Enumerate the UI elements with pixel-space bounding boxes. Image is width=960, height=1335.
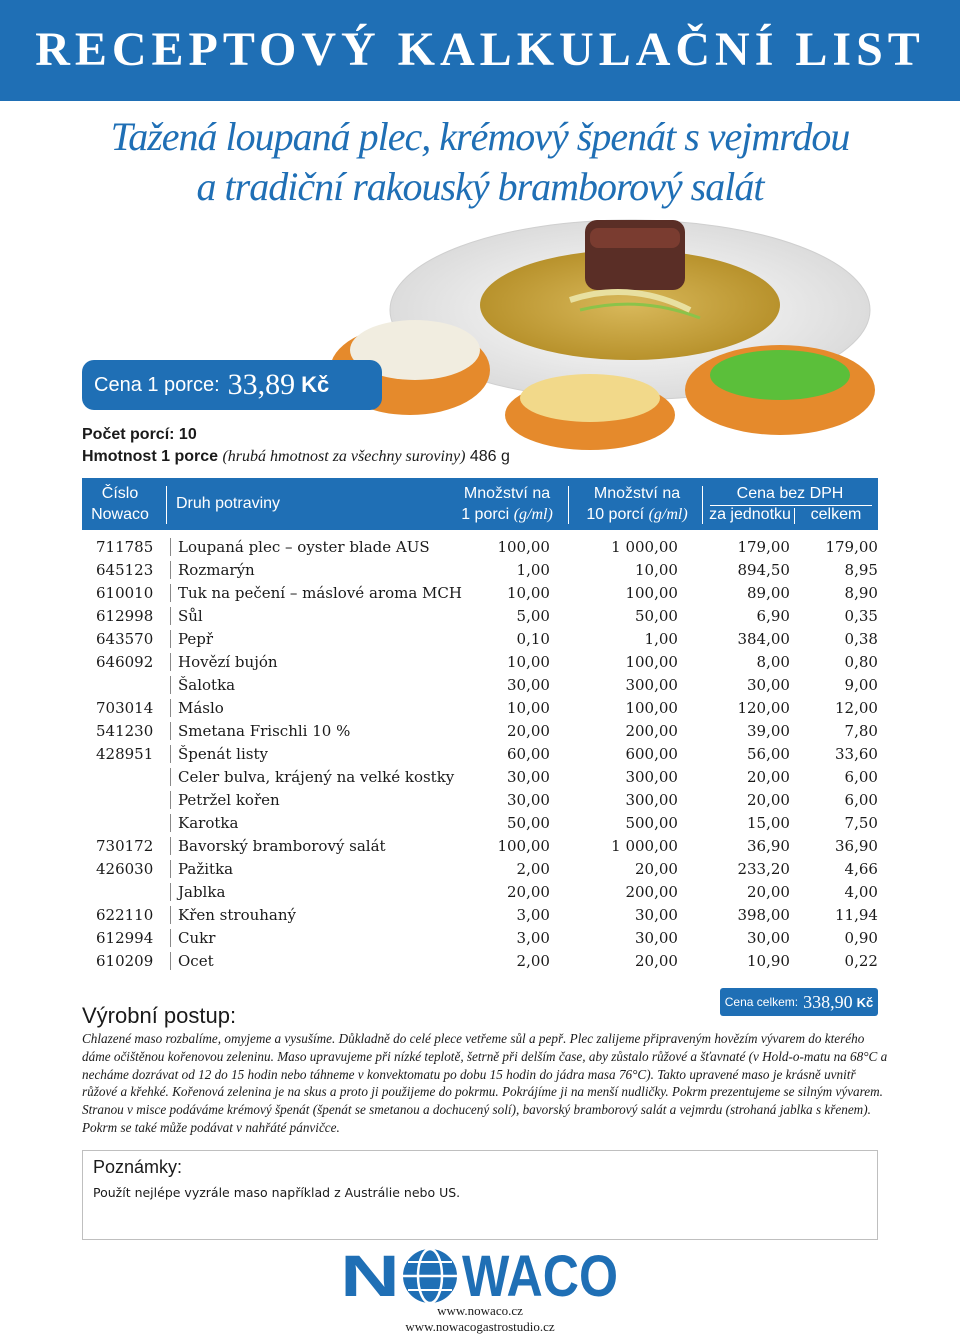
row-code: 541230: [96, 721, 154, 740]
row-divider: [166, 880, 178, 903]
row-name: Máslo: [178, 698, 224, 717]
row-qty-1: 100,00: [497, 537, 550, 556]
table-row: [96, 765, 878, 788]
row-name: Pepř: [178, 629, 214, 648]
row-total-price: 0,38: [844, 629, 878, 648]
row-total-price: 7,50: [844, 813, 878, 832]
row-code: [96, 673, 166, 696]
row-unit-price: 89,00: [747, 583, 790, 602]
row-name: Karotka: [178, 813, 239, 832]
dish-title-line-2: a tradiční rakouský bramborový salát: [196, 164, 764, 209]
row-name: Pažitka: [178, 859, 234, 878]
row-name: Šalotka: [178, 675, 236, 694]
row-divider: [166, 650, 178, 673]
row-total-price: 33,60: [835, 744, 878, 763]
row-unit-price: 30,00: [747, 675, 790, 694]
row-qty-1: 50,00: [507, 813, 550, 832]
row-qty-1: 2,00: [516, 951, 550, 970]
row-qty-10: 200,00: [625, 882, 678, 901]
table-row: [96, 696, 878, 719]
row-qty-1: 10,00: [507, 698, 550, 717]
total-price-currency: Kč: [856, 994, 874, 1010]
footer-links: [0, 1303, 960, 1335]
row-divider: [166, 788, 178, 811]
row-code: 646092: [96, 652, 154, 671]
row-code: 610010: [96, 583, 154, 602]
row-qty-1: 30,00: [507, 675, 550, 694]
row-unit-price: 384,00: [737, 629, 790, 648]
row-divider: [166, 834, 178, 857]
portion-meta: [82, 424, 510, 468]
row-divider: [166, 903, 178, 926]
row-total-price: 0,80: [844, 652, 878, 671]
link-nowaco[interactable]: www.nowaco.cz: [437, 1303, 523, 1318]
table-row: [96, 650, 878, 673]
row-qty-1: 3,00: [516, 928, 550, 947]
row-divider: [166, 627, 178, 650]
ingredients-table: [96, 535, 878, 972]
notes-title: Poznámky:: [93, 1157, 183, 1177]
row-total-price: 0,35: [844, 606, 878, 625]
table-header: [82, 478, 878, 530]
row-code: 622110: [96, 905, 154, 924]
row-total-price: 0,90: [844, 928, 878, 947]
row-total-price: 8,90: [844, 583, 878, 602]
row-unit-price: 6,90: [756, 606, 790, 625]
row-qty-10: 20,00: [635, 859, 678, 878]
row-name: Špenát listy: [178, 744, 268, 763]
row-code: 703014: [96, 698, 154, 717]
row-code: 612998: [96, 606, 154, 625]
portion-price-value: 33,89: [227, 368, 296, 401]
row-divider: [166, 765, 178, 788]
row-code: [96, 765, 166, 788]
row-unit-price: 20,00: [747, 767, 790, 786]
table-row: [96, 581, 878, 604]
row-name: Loupaná plec – oyster blade AUS: [178, 537, 430, 556]
row-unit-price: 233,20: [737, 859, 790, 878]
row-qty-10: 1,00: [644, 629, 678, 648]
header-divider: [568, 486, 569, 524]
row-unit-price: 20,00: [747, 790, 790, 809]
row-code: [96, 880, 166, 903]
portion-price-currency: Kč: [301, 372, 330, 397]
portions-value: 10: [178, 426, 197, 443]
portion-price-badge: [82, 360, 382, 410]
row-qty-1: 20,00: [507, 882, 550, 901]
row-name: Sůl: [178, 606, 203, 625]
row-divider: [166, 926, 178, 949]
row-name: Ocet: [178, 951, 214, 970]
row-qty-10: 1 000,00: [611, 537, 678, 556]
row-qty-1: 100,00: [497, 836, 550, 855]
header-qty-10: Množství na 10 porcí (g/ml): [586, 485, 688, 523]
link-gastrostudio[interactable]: www.nowacogastrostudio.cz: [405, 1319, 555, 1334]
row-total-price: 6,00: [844, 767, 878, 786]
row-total-price: 7,80: [844, 721, 878, 740]
row-name: Rozmarýn: [178, 560, 255, 579]
row-divider: [166, 742, 178, 765]
row-divider: [166, 857, 178, 880]
notes-text: Použít nejlépe vyzrále maso například z Austrálie nebo US.: [93, 1185, 461, 1200]
row-code: [96, 811, 166, 834]
row-unit-price: 36,90: [747, 836, 790, 855]
row-qty-10: 500,00: [625, 813, 678, 832]
row-name: Tuk na pečení – máslové aroma MCH: [178, 583, 462, 602]
row-unit-price: 120,00: [737, 698, 790, 717]
row-qty-1: 2,00: [516, 859, 550, 878]
header-qty-1: Množství na 1 porci (g/ml): [461, 485, 553, 523]
table-row: [96, 811, 878, 834]
row-qty-10: 100,00: [625, 698, 678, 717]
row-unit-price: 10,90: [747, 951, 790, 970]
row-total-price: 11,94: [835, 905, 878, 924]
row-unit-price: 398,00: [737, 905, 790, 924]
row-qty-10: 200,00: [625, 721, 678, 740]
row-unit-price: 39,00: [747, 721, 790, 740]
row-unit-price: 30,00: [747, 928, 790, 947]
table-row: [96, 788, 878, 811]
row-total-price: 9,00: [844, 675, 878, 694]
total-price-badge: [720, 988, 878, 1016]
row-qty-1: 0,10: [516, 629, 550, 648]
total-price-value: 338,90: [803, 991, 853, 1012]
row-unit-price: 894,50: [737, 560, 790, 579]
table-row: [96, 558, 878, 581]
row-qty-1: 3,00: [516, 905, 550, 924]
header-name: Druh potraviny: [176, 495, 281, 512]
row-qty-10: 50,00: [635, 606, 678, 625]
row-code: 643570: [96, 629, 154, 648]
dish-title-line-1: Tažená loupaná plec, krémový špenát s vejmrdou: [110, 114, 850, 159]
row-qty-10: 300,00: [625, 767, 678, 786]
total-price-label: Cena celkem:: [724, 995, 799, 1009]
header-divider: [166, 486, 167, 524]
row-code: [96, 788, 166, 811]
row-code: 610209: [96, 951, 154, 970]
weight-value: 486 g: [469, 448, 510, 465]
table-row: [96, 627, 878, 650]
table-row: [96, 604, 878, 627]
table-row: [96, 857, 878, 880]
row-total-price: 6,00: [844, 790, 878, 809]
header-code: Číslo Nowaco: [91, 485, 149, 523]
row-divider: [166, 581, 178, 604]
dish-title: [0, 112, 960, 212]
row-name: Smetana Frischli 10 %: [178, 721, 351, 740]
table-row: [96, 880, 878, 903]
row-unit-price: 8,00: [756, 652, 790, 671]
food-photo: [340, 200, 900, 440]
procedure-text: Chlazené maso rozbalíme, omyjeme a vysušíme. Důkladně do celé plece vetřeme sůl a pepř. Plec zalijeme připraveným hovězím vývarem do kterého dáme očištěnou kořenovou zeleninu. Maso upravujeme při nízké teplotě, šetrně při delším čase, aby zůstalo růžové a šťavnaté (v Hold-o-matu na 68°C a necháme dozrávat od 12 do 15 hodin nebo táhneme v konvektomatu po dobu 15 hodin do jádra masa 76°C). Takto upravené maso je krásně uvnitř růžové a křehké. Kořenová zelenina je na skus a proto ji použijeme do pokrmu. Pokrájíme ji na menší nudličky. Pokrm prezentujeme se silným vývarem. Stranou v misce podáváme krémový špenát (špenát se smetanou a dochucený solí), bavorský bramborový salát a vejmrdu (strohaná jablka s křenem). Pokrm se také může podávat v nahřáté pánvičce.: [82, 1031, 888, 1135]
row-code: 428951: [96, 744, 154, 763]
row-total-price: 12,00: [835, 698, 878, 717]
table-row: [96, 673, 878, 696]
row-divider: [166, 535, 178, 558]
row-code: 612994: [96, 928, 154, 947]
row-qty-10: 100,00: [625, 583, 678, 602]
row-qty-10: 600,00: [625, 744, 678, 763]
notes-box: [82, 1150, 878, 1240]
nowaco-logo: [340, 1244, 620, 1308]
table-row: [96, 719, 878, 742]
row-qty-10: 30,00: [635, 905, 678, 924]
header-total-price: celkem: [810, 506, 862, 523]
row-code: 645123: [96, 560, 154, 579]
header-divider: [794, 508, 795, 524]
portions-label: Počet porcí:: [82, 426, 175, 443]
portion-price-label: Cena 1 porce:: [94, 373, 220, 396]
row-qty-10: 100,00: [625, 652, 678, 671]
row-name: Petržel kořen: [178, 790, 280, 809]
row-qty-10: 1 000,00: [611, 836, 678, 855]
row-divider: [166, 719, 178, 742]
row-total-price: 4,66: [844, 859, 878, 878]
row-total-price: 4,00: [844, 882, 878, 901]
table-row: [96, 926, 878, 949]
row-qty-1: 5,00: [516, 606, 550, 625]
row-unit-price: 56,00: [747, 744, 790, 763]
row-name: Jablka: [178, 882, 226, 901]
header-unit-price: za jednotku: [709, 506, 791, 523]
row-total-price: 179,00: [825, 537, 878, 556]
procedure-title: Výrobní postup:: [82, 1003, 237, 1028]
row-code: 730172: [96, 836, 154, 855]
weight-label: Hmotnost 1 porce: [82, 448, 219, 465]
table-row: [96, 742, 878, 765]
header-price: Cena bez DPH: [736, 485, 844, 502]
row-unit-price: 15,00: [747, 813, 790, 832]
page-title: RECEPTOVÝ KALKULAČNÍ LIST: [35, 23, 925, 76]
row-qty-1: 1,00: [516, 560, 550, 579]
table-row: [96, 903, 878, 926]
logo-letter-n: N: [340, 1244, 400, 1309]
row-name: Bavorský bramborový salát: [178, 836, 386, 855]
table-row: [96, 535, 878, 558]
row-total-price: 0,22: [844, 951, 878, 970]
row-name: Celer bulva, krájený na velké kostky: [178, 767, 455, 786]
row-qty-1: 20,00: [507, 721, 550, 740]
row-total-price: 8,95: [844, 560, 878, 579]
table-row: [96, 949, 878, 972]
row-code: 711785: [96, 537, 154, 556]
row-qty-1: 10,00: [507, 583, 550, 602]
row-qty-10: 30,00: [635, 928, 678, 947]
row-divider: [166, 696, 178, 719]
row-unit-price: 20,00: [747, 882, 790, 901]
row-name: Křen strouhaný: [178, 905, 297, 924]
row-qty-1: 10,00: [507, 652, 550, 671]
weight-note: (hrubá hmotnost za všechny suroviny): [222, 448, 466, 465]
row-name: Hovězí bujón: [178, 652, 278, 671]
row-qty-10: 10,00: [635, 560, 678, 579]
row-divider: [166, 673, 178, 696]
row-total-price: 36,90: [835, 836, 878, 855]
row-divider: [166, 604, 178, 627]
table-row: [96, 834, 878, 857]
row-qty-1: 30,00: [507, 790, 550, 809]
row-qty-1: 60,00: [507, 744, 550, 763]
row-qty-10: 20,00: [635, 951, 678, 970]
row-divider: [166, 811, 178, 834]
row-divider: [166, 949, 178, 972]
row-qty-10: 300,00: [625, 675, 678, 694]
row-divider: [166, 558, 178, 581]
row-code: 426030: [96, 859, 154, 878]
row-name: Cukr: [178, 928, 216, 947]
logo-letters-waco: WACO: [462, 1244, 618, 1309]
row-unit-price: 179,00: [737, 537, 790, 556]
row-qty-10: 300,00: [625, 790, 678, 809]
row-qty-1: 30,00: [507, 767, 550, 786]
